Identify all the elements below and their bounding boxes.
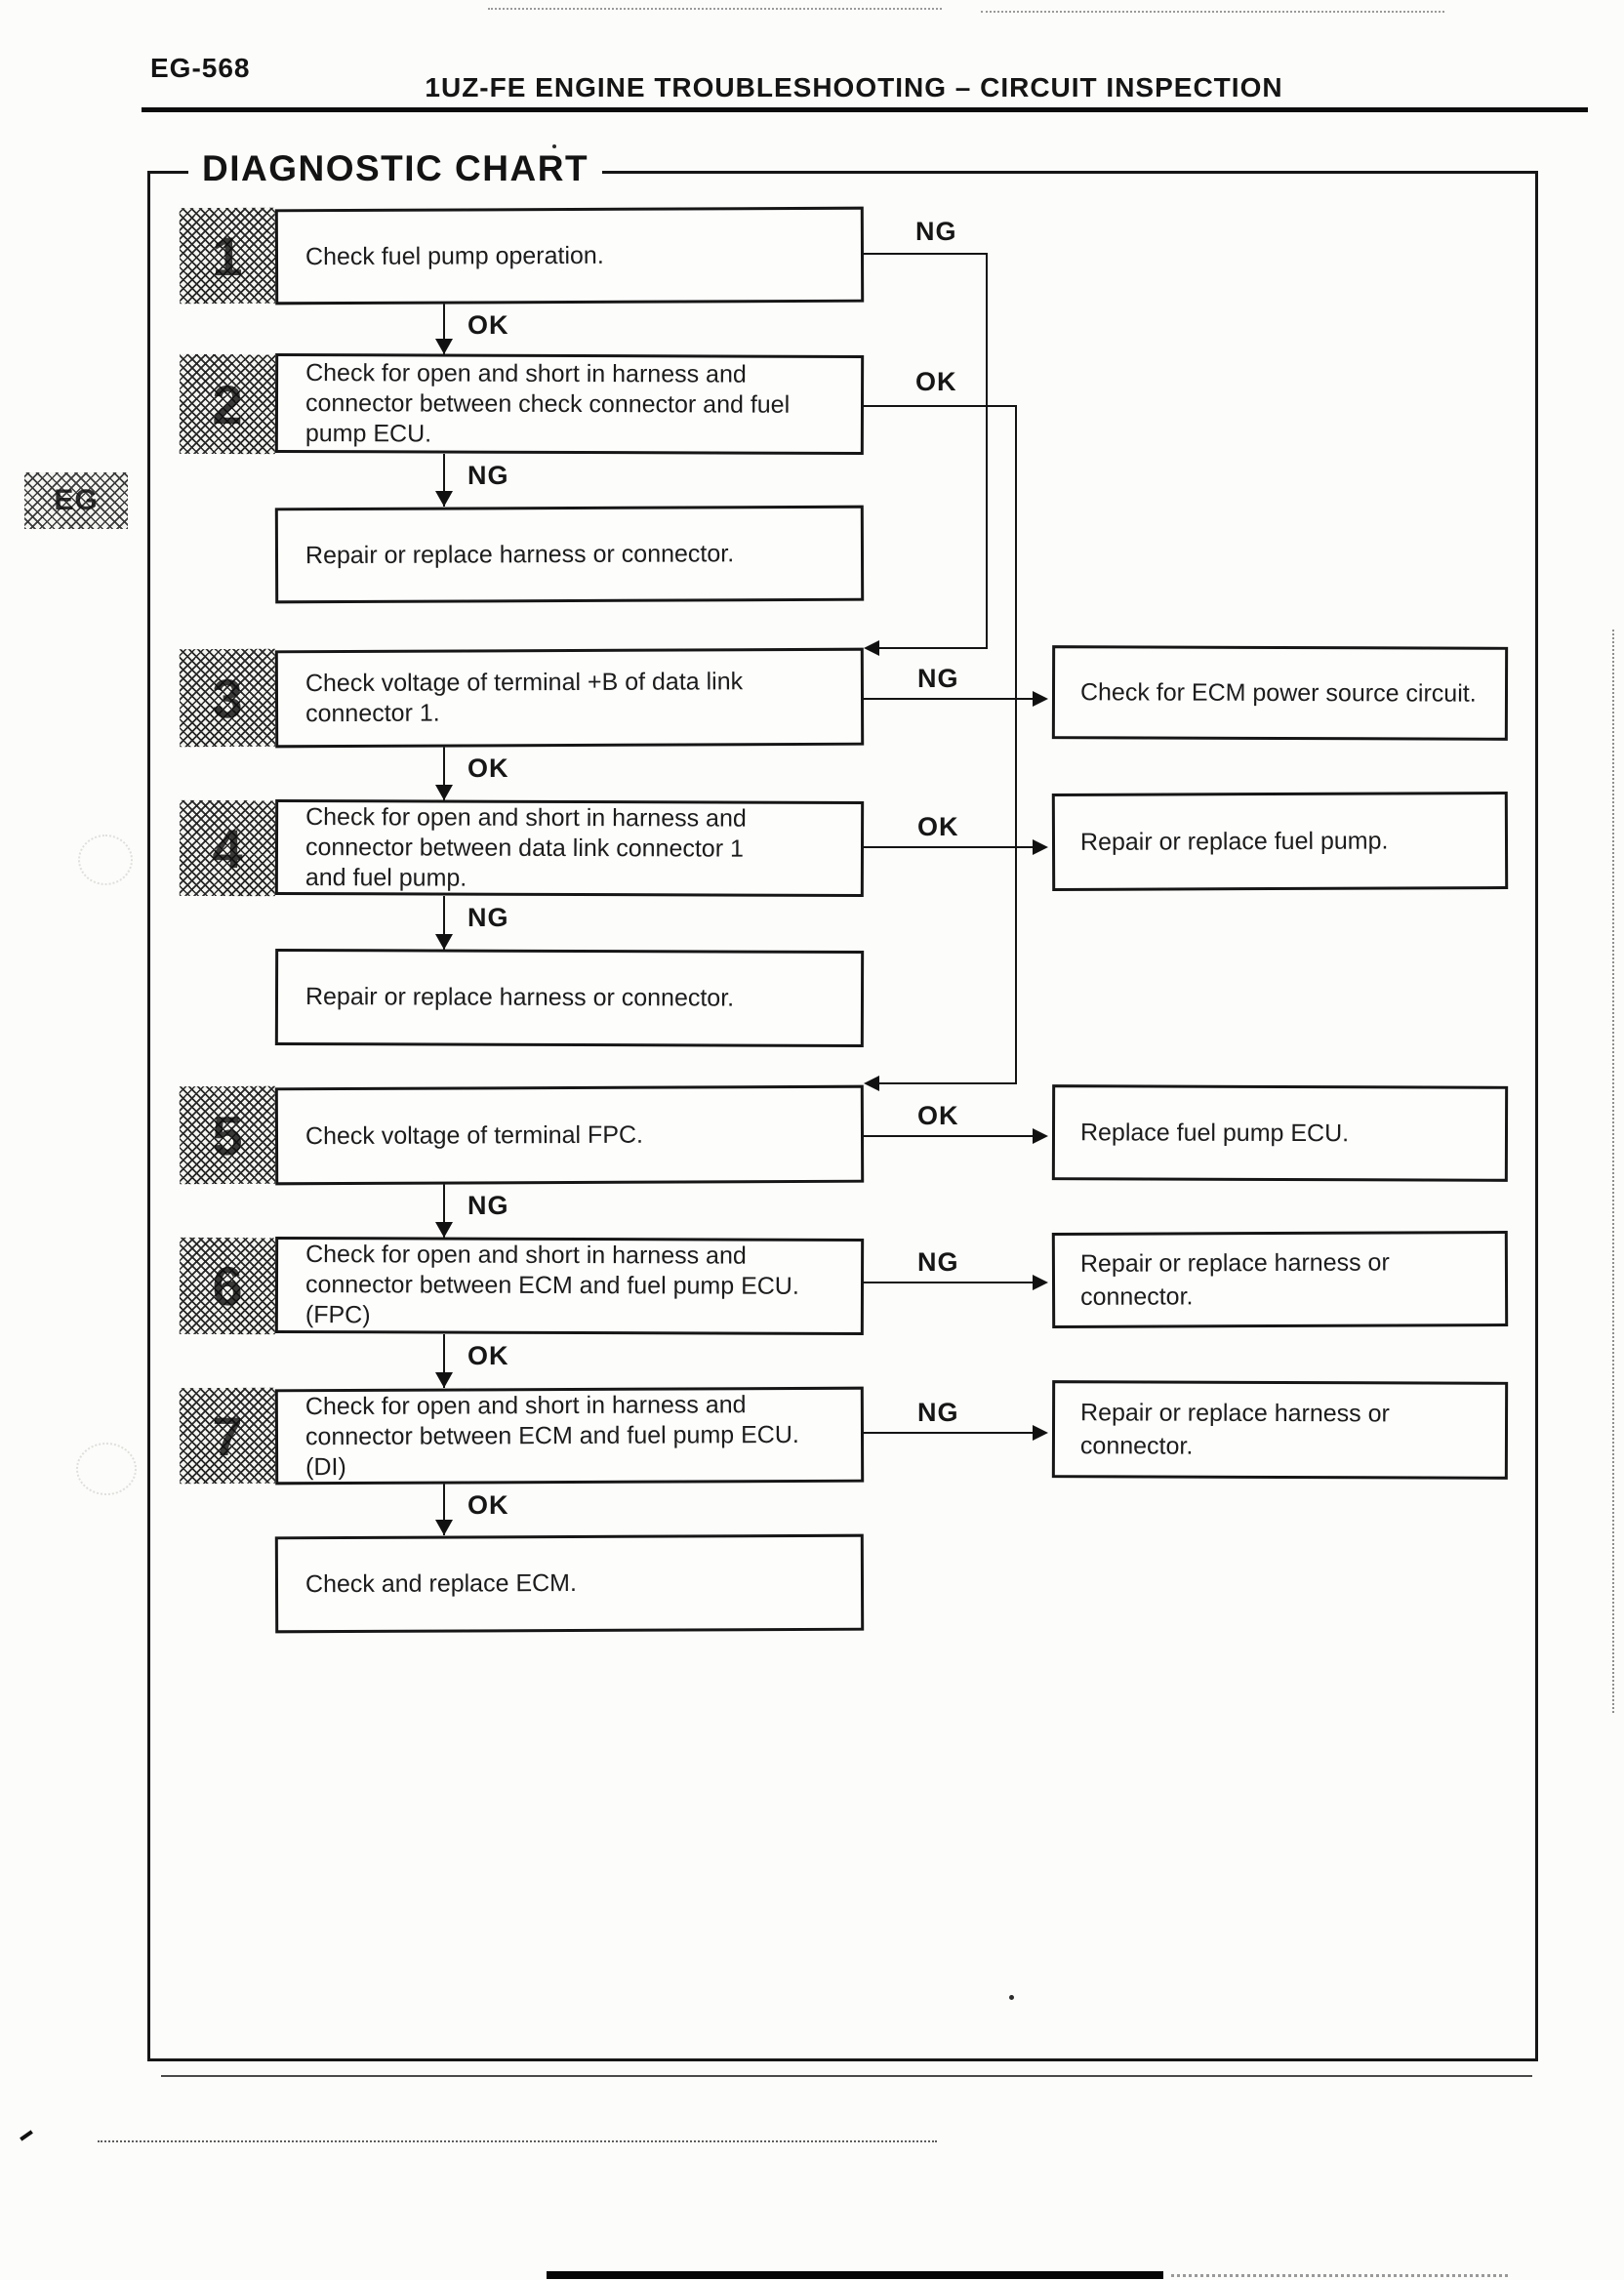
chart-title: DIAGNOSTIC CHART [188,148,602,189]
step-4-text: Check for open and short in harness and [305,802,747,833]
label-step5-ok: OK [917,1101,959,1130]
step-1-box [275,207,864,305]
arrowhead-step4-down [435,934,453,950]
connector-step3-ng [864,698,1040,700]
step-2-text: connector between check connector and fuel [304,388,791,419]
step-6-text: (FPC) [304,1301,371,1329]
chart-border-bottom-echo [161,2075,1532,2077]
connector-step7-ng [864,1432,1040,1434]
result-3-text: Check and replace ECM. [304,1568,577,1599]
connector-step2-ok-in [877,1082,1017,1084]
step-3-number-cell [180,649,275,747]
arrowhead-step2-ok [864,1076,879,1091]
step-4-box [275,799,864,897]
connector-step2-ok-out [864,405,1017,407]
step-6-number-cell [180,1238,275,1334]
step-3-box [275,648,864,749]
scan-artifact-top-right [981,11,1444,13]
step-7-text: (DI) [305,1452,346,1481]
connector-step1-ng-in [877,647,988,649]
label-step6-ok: OK [467,1341,509,1370]
step-7-number: 7 [212,1405,243,1467]
arrowhead-step2-down [435,491,453,507]
header-title: 1UZ-FE ENGINE TROUBLESHOOTING – CIRCUIT INSPECTION [425,72,1283,102]
connector-step2-ok-drop [1015,405,1017,1084]
action-box-4 [1052,1231,1508,1328]
arrowhead-step5-ok [1033,1128,1048,1144]
connector-step5-ok [864,1135,1040,1137]
step-4-text: and fuel pump. [304,863,467,892]
arrowhead-step6-ng [1033,1275,1048,1290]
connector-step1-ng-drop [986,253,988,649]
connector-step4-ok [864,846,1040,848]
section-tab-label: EG [54,484,99,516]
scan-artifact-bottom-dots [1171,2274,1508,2277]
label-step4-ng: NG [467,903,509,932]
label-step3-ok: OK [467,753,509,783]
label-step2-ng: NG [467,461,509,490]
label-step4-ok: OK [917,812,959,841]
action-box-5 [1052,1380,1508,1480]
step-2-box [275,353,864,455]
result-box-3 [275,1534,864,1634]
action-4-text: Repair or replace harness or [1079,1248,1390,1278]
step-5-number-cell [180,1086,275,1184]
result-box-2 [275,949,864,1047]
scan-artifact-bottom-bar [547,2271,1163,2279]
arrowhead-step1-down [435,339,453,354]
step-1-number: 1 [212,224,243,287]
step-2-text: Check for open and short in harness and [305,358,747,388]
step-5-text: Check voltage of terminal FPC. [304,1120,644,1150]
result-2-text: Repair or replace harness or connector. [304,983,735,1012]
arrowhead-step3-ng [1033,691,1048,707]
step-4-text: connector between data link connector 1 [304,833,744,863]
step-6-text: connector between ECM and fuel pump ECU. [304,1271,799,1300]
action-box-3 [1052,1084,1508,1182]
arrowhead-step1-ng [864,640,879,656]
step-6-number: 6 [212,1254,243,1318]
step-7-box [275,1387,864,1486]
step-2-text: pump ECU. [304,419,432,448]
step-6-box [275,1237,864,1335]
action-5-text: connector. [1079,1432,1194,1460]
scan-artifact-corner-mark [20,2130,33,2140]
connector-step6-ng [864,1282,1040,1283]
action-1-text: Check for ECM power source circuit. [1079,678,1477,708]
result-box-1 [275,506,864,604]
step-7-text: Check for open and short in harness and [304,1390,747,1420]
result-1-text: Repair or replace harness or connector. [304,539,735,569]
scan-smudge-2 [76,1443,137,1495]
action-2-text: Repair or replace fuel pump. [1079,827,1389,856]
step-4-number-cell [180,800,275,896]
step-3-text: Check voltage of terminal +B of data link [304,668,744,698]
action-box-1 [1052,645,1508,741]
step-7-number-cell [180,1388,275,1484]
label-step2-ok: OK [915,367,957,396]
arrowhead-step7-down [435,1520,453,1535]
step-5-box [275,1085,864,1186]
step-1-text: Check fuel pump operation. [304,241,604,270]
scan-smudge-1 [78,835,133,885]
step-2-number-cell [180,354,275,454]
label-step1-ok: OK [467,310,509,340]
label-step5-ng: NG [467,1191,509,1220]
step-2-number: 2 [212,373,243,435]
step-4-number: 4 [212,817,243,879]
label-step7-ng: NG [917,1398,959,1427]
arrowhead-step6-down [435,1372,453,1388]
arrowhead-step4-ok [1033,839,1048,855]
label-step3-ng: NG [917,664,959,693]
action-5-text: Repair or replace harness or [1080,1399,1390,1428]
scan-artifact-top-left [488,8,942,10]
step-6-text: Check for open and short in harness and [305,1241,747,1270]
label-step6-ng: NG [917,1247,959,1277]
step-3-number: 3 [212,667,243,729]
scan-artifact-right-edge [1612,630,1614,1713]
label-step1-ng: NG [915,217,957,246]
step-3-text: connector 1. [305,699,440,728]
page-number: EG-568 [150,53,251,83]
arrowhead-step3-down [435,785,453,800]
step-5-number: 5 [212,1104,243,1166]
step-1-number-cell [180,208,275,304]
action-3-text: Replace fuel pump ECU. [1079,1119,1350,1148]
header-rule [142,107,1588,112]
scan-artifact-bottom-dashes [98,2140,937,2142]
arrowhead-step7-ng [1033,1425,1048,1441]
action-4-text: connector. [1080,1282,1194,1311]
section-tab-eg [24,472,128,529]
step-7-text: connector between ECM and fuel pump ECU. [304,1420,799,1450]
label-step7-ok: OK [467,1490,509,1520]
action-box-2 [1052,792,1508,891]
connector-step1-ng-out [864,253,988,255]
arrowhead-step5-down [435,1222,453,1238]
